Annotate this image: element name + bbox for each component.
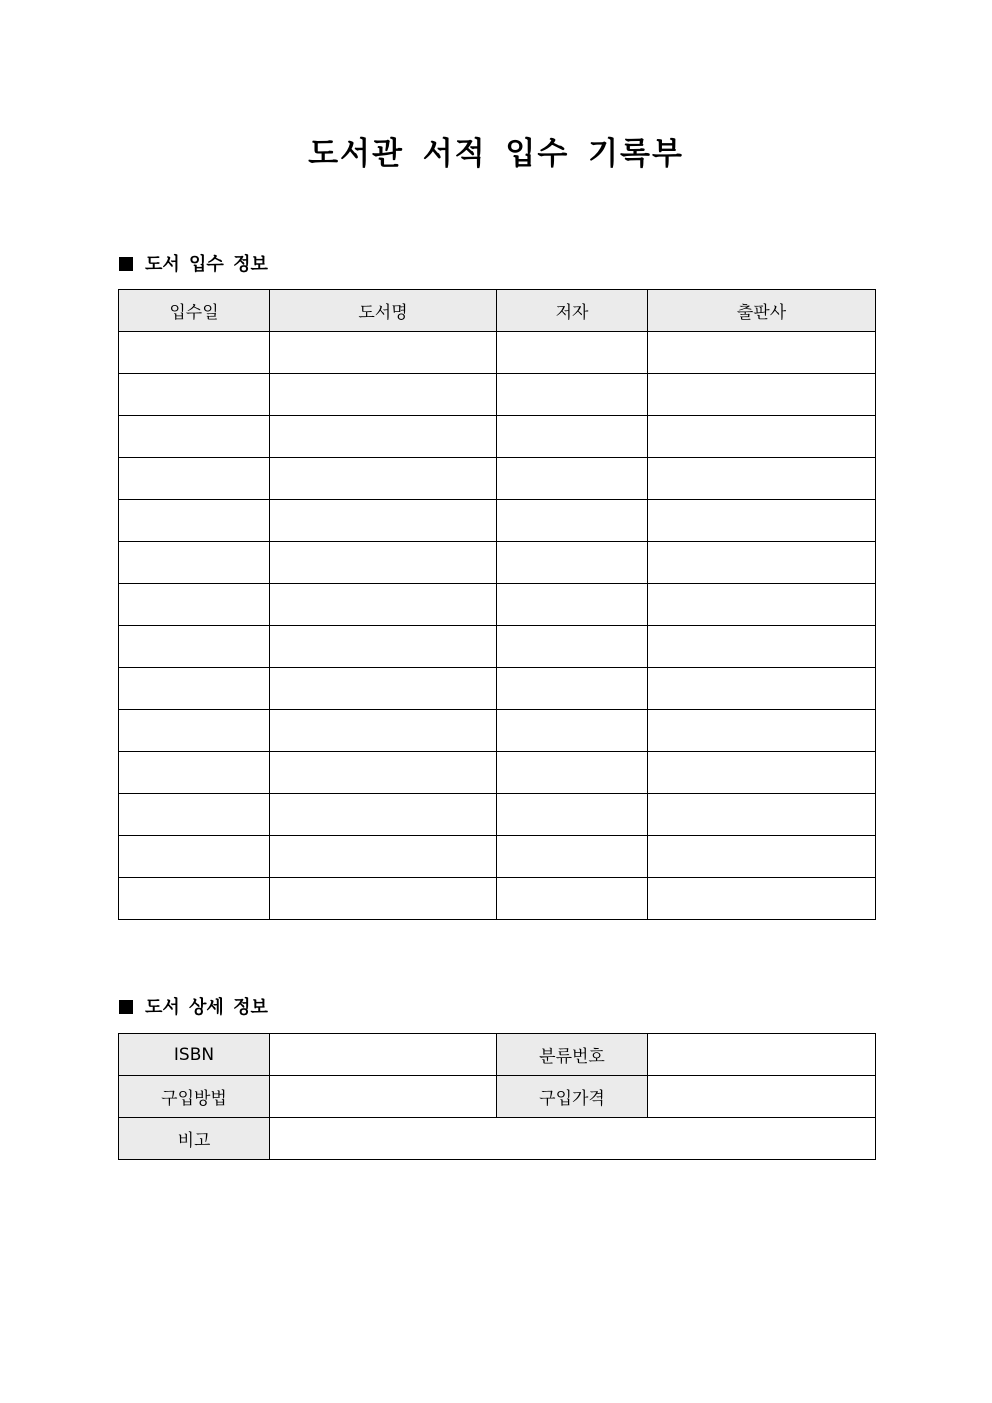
author-cell[interactable] <box>497 836 648 878</box>
intake-date-cell[interactable] <box>119 332 270 374</box>
detail-section-heading <box>119 995 268 1021</box>
column-header-publisher: 출판사 <box>648 290 876 332</box>
book-title-cell[interactable] <box>270 542 497 584</box>
intake-table-body <box>119 332 876 920</box>
author-cell[interactable] <box>497 584 648 626</box>
remarks-label: 비고 <box>119 1118 270 1160</box>
book-title-cell[interactable] <box>270 710 497 752</box>
purchase-method-field[interactable] <box>270 1076 497 1118</box>
remarks-field[interactable] <box>270 1118 876 1160</box>
table-row <box>119 500 876 542</box>
classification-number-label: 분류번호 <box>497 1034 648 1076</box>
intake-date-cell[interactable] <box>119 374 270 416</box>
intake-date-cell[interactable] <box>119 752 270 794</box>
purchase-price-field[interactable] <box>648 1076 876 1118</box>
book-title-cell[interactable] <box>270 668 497 710</box>
publisher-cell[interactable] <box>648 836 876 878</box>
intake-header-row <box>119 290 876 332</box>
square-bullet-icon <box>119 1000 133 1014</box>
isbn-label: ISBN <box>119 1034 270 1076</box>
author-cell[interactable] <box>497 542 648 584</box>
intake-date-cell[interactable] <box>119 836 270 878</box>
publisher-cell[interactable] <box>648 710 876 752</box>
publisher-cell[interactable] <box>648 752 876 794</box>
author-cell[interactable] <box>497 878 648 920</box>
table-row <box>119 794 876 836</box>
intake-date-cell[interactable] <box>119 878 270 920</box>
book-title-cell[interactable] <box>270 500 497 542</box>
column-header-book-title: 도서명 <box>270 290 497 332</box>
purchase-price-label: 구입가격 <box>497 1076 648 1118</box>
square-bullet-icon <box>119 257 133 271</box>
publisher-cell[interactable] <box>648 668 876 710</box>
author-cell[interactable] <box>497 332 648 374</box>
author-cell[interactable] <box>497 626 648 668</box>
detail-row-isbn <box>119 1034 876 1076</box>
publisher-cell[interactable] <box>648 878 876 920</box>
intake-date-cell[interactable] <box>119 626 270 668</box>
table-row <box>119 374 876 416</box>
publisher-cell[interactable] <box>648 500 876 542</box>
publisher-cell[interactable] <box>648 626 876 668</box>
table-row <box>119 542 876 584</box>
table-row <box>119 416 876 458</box>
table-row <box>119 458 876 500</box>
column-header-intake-date: 입수일 <box>119 290 270 332</box>
publisher-cell[interactable] <box>648 374 876 416</box>
book-title-cell[interactable] <box>270 794 497 836</box>
detail-section-title: 도서 상세 정보 <box>145 997 268 1018</box>
book-title-cell[interactable] <box>270 836 497 878</box>
book-title-cell[interactable] <box>270 878 497 920</box>
column-header-author: 저자 <box>497 290 648 332</box>
book-title-cell[interactable] <box>270 332 497 374</box>
publisher-cell[interactable] <box>648 584 876 626</box>
book-title-cell[interactable] <box>270 416 497 458</box>
author-cell[interactable] <box>497 458 648 500</box>
table-row <box>119 752 876 794</box>
intake-date-cell[interactable] <box>119 668 270 710</box>
publisher-cell[interactable] <box>648 794 876 836</box>
table-row <box>119 332 876 374</box>
author-cell[interactable] <box>497 416 648 458</box>
table-row <box>119 584 876 626</box>
publisher-cell[interactable] <box>648 458 876 500</box>
detail-table <box>118 1033 876 1160</box>
publisher-cell[interactable] <box>648 542 876 584</box>
table-row <box>119 836 876 878</box>
purchase-method-label: 구입방법 <box>119 1076 270 1118</box>
detail-row-remarks <box>119 1118 876 1160</box>
intake-date-cell[interactable] <box>119 416 270 458</box>
intake-section-heading <box>119 252 268 278</box>
intake-table <box>118 289 876 920</box>
intake-date-cell[interactable] <box>119 710 270 752</box>
intake-date-cell[interactable] <box>119 542 270 584</box>
intake-date-cell[interactable] <box>119 794 270 836</box>
book-title-cell[interactable] <box>270 458 497 500</box>
intake-section-title: 도서 입수 정보 <box>145 254 268 275</box>
author-cell[interactable] <box>497 752 648 794</box>
publisher-cell[interactable] <box>648 416 876 458</box>
book-title-cell[interactable] <box>270 584 497 626</box>
table-row <box>119 668 876 710</box>
author-cell[interactable] <box>497 710 648 752</box>
page-title: 도서관 서적 입수 기록부 <box>308 136 684 172</box>
book-title-cell[interactable] <box>270 752 497 794</box>
intake-date-cell[interactable] <box>119 584 270 626</box>
author-cell[interactable] <box>497 794 648 836</box>
book-title-cell[interactable] <box>270 626 497 668</box>
author-cell[interactable] <box>497 374 648 416</box>
intake-date-cell[interactable] <box>119 500 270 542</box>
book-title-cell[interactable] <box>270 374 497 416</box>
intake-date-cell[interactable] <box>119 458 270 500</box>
table-row <box>119 710 876 752</box>
author-cell[interactable] <box>497 500 648 542</box>
table-row <box>119 878 876 920</box>
publisher-cell[interactable] <box>648 332 876 374</box>
author-cell[interactable] <box>497 668 648 710</box>
detail-row-purchase <box>119 1076 876 1118</box>
table-row <box>119 626 876 668</box>
classification-number-field[interactable] <box>648 1034 876 1076</box>
isbn-field[interactable] <box>270 1034 497 1076</box>
